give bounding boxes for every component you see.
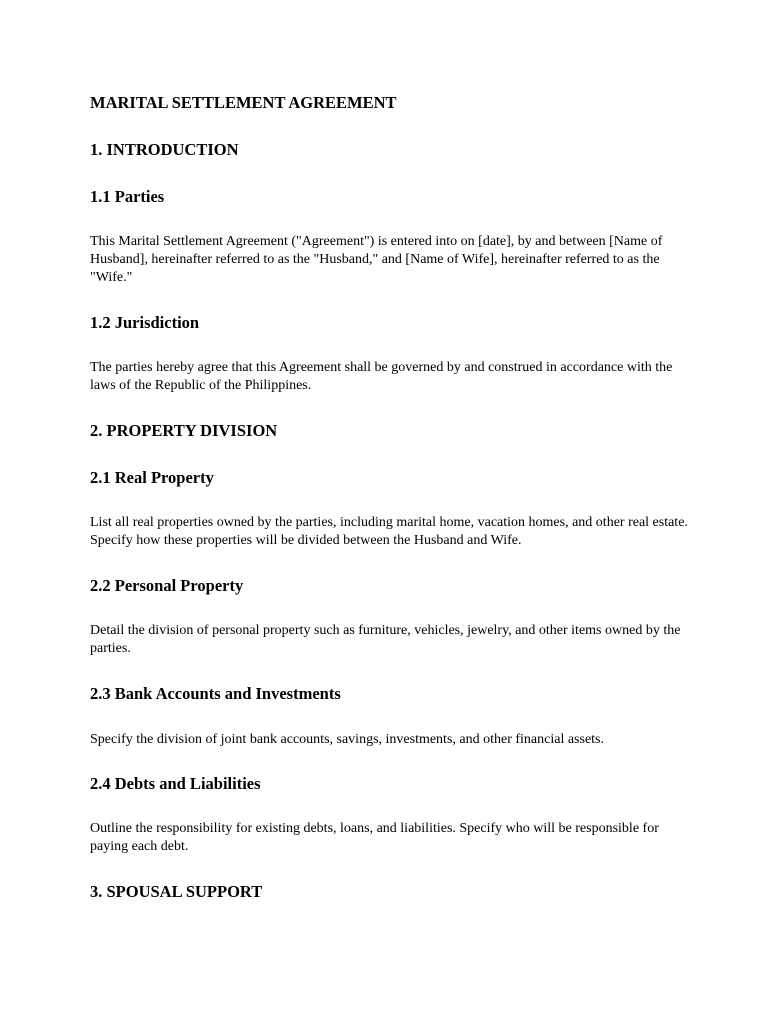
section-1-1-text: This Marital Settlement Agreement ("Agreement") is entered into on [date], by and between [Name of Husband], hereinafter referred to as the "Husband," and [Name of Wife], hereinafter referred to as the "Wife." [90,234,663,285]
section-1-2-heading: 1.2 Jurisdiction [90,313,200,332]
section-2-1-heading: 2.1 Real Property [90,468,214,487]
document-title: MARITAL SETTLEMENT AGREEMENT [90,93,397,112]
section-3-heading: 3. SPOUSAL SUPPORT [90,882,263,901]
section-2-4-heading: 2.4 Debts and Liabilities [90,774,261,793]
section-1-1-heading: 1.1 Parties [90,187,165,206]
section-2-heading: 2. PROPERTY DIVISION [90,421,278,440]
section-2-1-text: List all real properties owned by the parties, including marital home, vacation homes, and other real estate. Specify how these properties will be divided between the Husband and Wife. [90,515,688,548]
section-2-2-text: Detail the division of personal property such as furniture, vehicles, jewelry, and other items owned by the parties. [90,623,681,656]
section-2-2-heading: 2.2 Personal Property [90,576,244,595]
section-2-3-heading: 2.3 Bank Accounts and Investments [90,684,341,703]
section-2-4-text: Outline the responsibility for existing debts, loans, and liabilities. Specify who will be responsible for paying each debt. [90,821,659,854]
section-2-3-text: Specify the division of joint bank accounts, savings, investments, and other financial assets. [90,732,605,747]
section-1-2-text: The parties hereby agree that this Agreement shall be governed by and construed in accordance with the laws of the Republic of the Philippines. [90,360,673,393]
section-1-heading: 1. INTRODUCTION [90,140,239,159]
